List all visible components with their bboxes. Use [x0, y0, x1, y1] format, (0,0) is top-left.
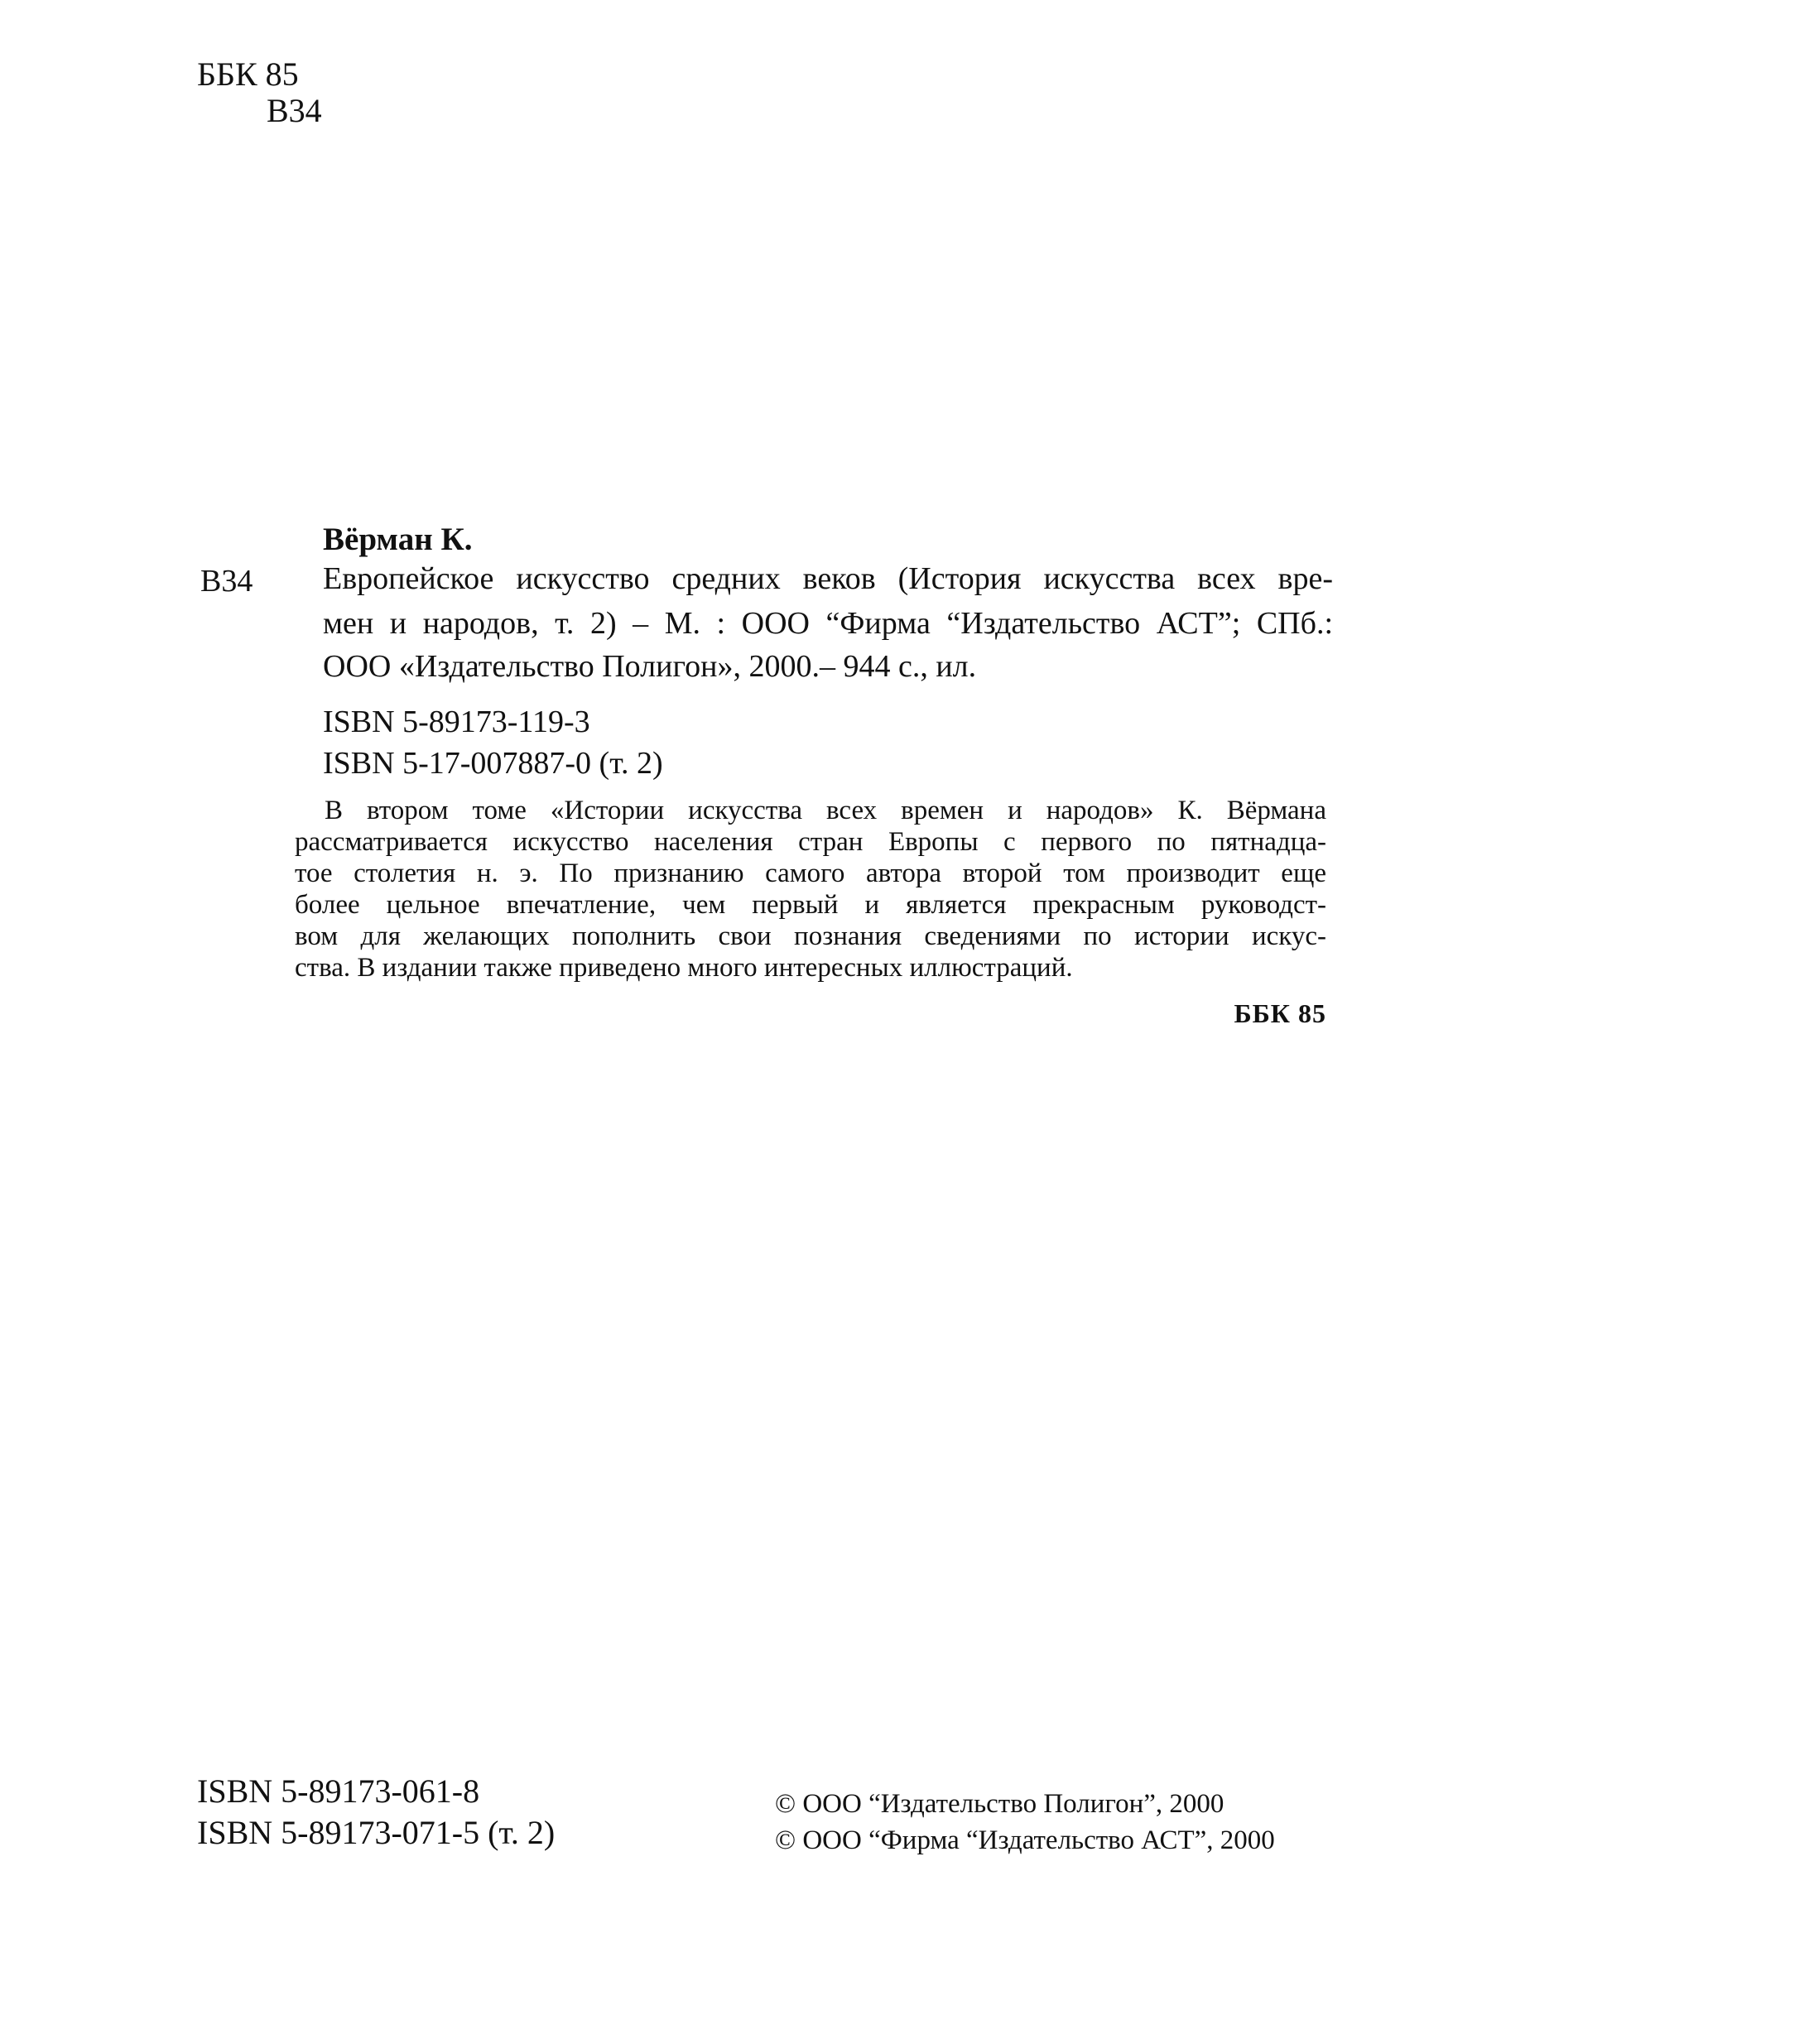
header-bbk-index: ББК 85 [197, 55, 299, 93]
footer-isbn-volume: ISBN 5-89173-071-5 (т. 2) [197, 1814, 556, 1851]
record-author-code: В34 [200, 564, 253, 599]
header-author-code: В34 [267, 92, 322, 129]
abstract-line: рассматривается искусство населения стран Европы с первого по пятнадца- [295, 827, 1326, 857]
record-isbn: ISBN 5-89173-119-3 [323, 705, 590, 739]
copyright-line: © ООО “Издательство Полигон”, 2000 [775, 1789, 1224, 1819]
author-name: Вёрман К. [323, 522, 473, 557]
record-bbk-index: ББК 85 [1234, 998, 1326, 1028]
abstract-line: тое столетия н. э. По признанию самого автора второй том производит еще [295, 858, 1326, 888]
abstract-line: В втором томе «Истории искусства всех времен и народов» К. Вёрмана [325, 796, 1326, 825]
abstract-line: более цельное впечатление, чем первый и является прекрасным руководст- [295, 890, 1326, 920]
bibliography-line: Европейское искусство средних веков (История искусства всех вре- [323, 561, 1333, 596]
footer-isbn: ISBN 5-89173-061-8 [197, 1772, 480, 1810]
copyright-line: © ООО “Фирма “Издательство АСТ”, 2000 [775, 1825, 1275, 1855]
abstract-line: вом для желающих пополнить свои познания сведениями по истории искус- [295, 921, 1326, 951]
bibliography-line: ООО «Издательство Полигон», 2000.– 944 с., ил. [323, 649, 977, 684]
bibliography-line: мен и народов, т. 2) – М. : ООО “Фирма “Издательство АСТ”; СПб.: [323, 606, 1333, 641]
abstract-paragraph [295, 795, 1326, 984]
abstract-line: ства. В издании также приведено много интересных иллюстраций. [295, 953, 1073, 983]
record-isbn-volume: ISBN 5-17-007887-0 (т. 2) [323, 746, 663, 781]
